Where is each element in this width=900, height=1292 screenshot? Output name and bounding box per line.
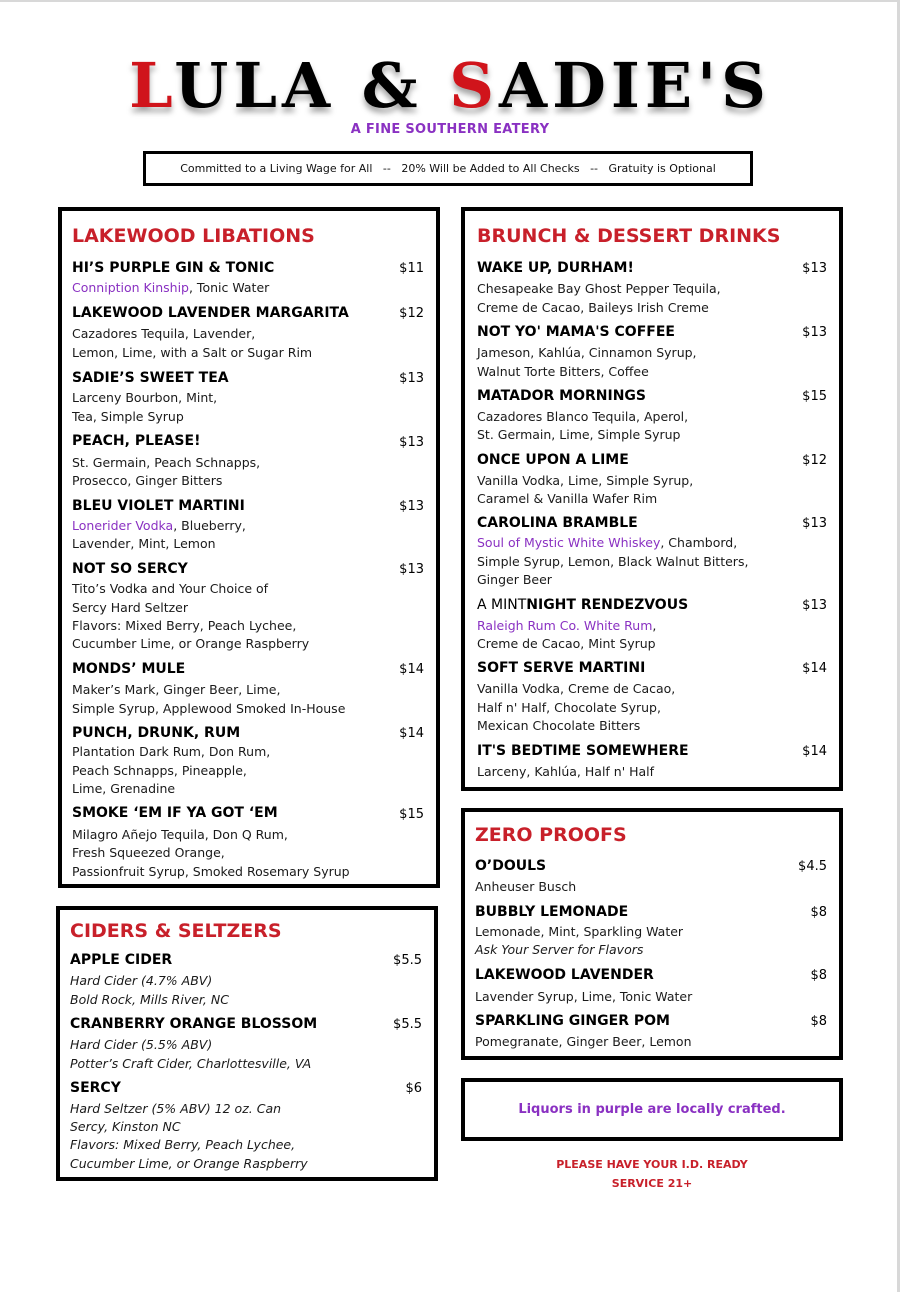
item-description: Vanilla Vodka, Lime, Simple Syrup, [477, 473, 694, 488]
item-description: Simple Syrup, Applewood Smoked In-House [72, 701, 346, 716]
item-name: SERCY [70, 1080, 121, 1096]
item-name: APPLE CIDER [70, 952, 173, 968]
title-initial-l: L [129, 49, 175, 122]
item-price: $14 [802, 661, 827, 676]
item-description: Walnut Torte Bitters, Coffee [477, 364, 649, 379]
item-name: PEACH, PLEASE! [72, 433, 201, 449]
item-description: Lemon, Lime, with a Salt or Sugar Rim [72, 345, 313, 360]
item-description: Potter’s Craft Cider, Charlottesville, VA [70, 1056, 312, 1071]
item-description [72, 280, 269, 295]
item-price: $13 [802, 598, 827, 613]
item-name: ONCE UPON A LIME [477, 452, 629, 468]
item-description: Fresh Squeezed Orange, [72, 845, 225, 860]
item-description: Hard Seltzer (5% ABV) 12 oz. Can [70, 1101, 282, 1116]
title-initial-s: S [449, 49, 499, 122]
brunch-dessert-section [461, 207, 843, 791]
item-description: Half n' Half, Chocolate Syrup, [477, 700, 661, 715]
item-name: SMOKE ‘EM IF YA GOT ‘EM [72, 805, 278, 821]
ciders-seltzers-section [56, 906, 438, 1181]
item-description: Cazadores Blanco Tequila, Aperol, [477, 409, 689, 424]
item-price: $13 [399, 499, 424, 514]
item-description: Cucumber Lime, or Orange Raspberry [72, 636, 310, 651]
item-price: $8 [810, 1014, 827, 1029]
item-price: $13 [802, 516, 827, 531]
item-description: Peach Schnapps, Pineapple, [72, 763, 247, 778]
item-name: HI’S PURPLE GIN & TONIC [72, 260, 275, 276]
item-description: Cucumber Lime, or Orange Raspberry [70, 1156, 308, 1171]
item-name-part: A MINT [477, 597, 527, 613]
item-description: Hard Cider (5.5% ABV) [70, 1037, 213, 1052]
section-title: LAKEWOOD LIBATIONS [72, 225, 315, 247]
item-price: $12 [802, 453, 827, 468]
item-description: Chesapeake Bay Ghost Pepper Tequila, [477, 281, 721, 296]
item-name: WAKE UP, DURHAM! [477, 260, 634, 276]
item-description: St. Germain, Peach Schnapps, [72, 455, 261, 470]
id-notice: PLEASE HAVE YOUR I.D. READY [556, 1158, 748, 1171]
item-name [477, 597, 688, 613]
item-description: Lavender Syrup, Lime, Tonic Water [475, 989, 693, 1004]
section-title: BRUNCH & DESSERT DRINKS [477, 225, 781, 247]
item-description: Prosecco, Ginger Bitters [72, 473, 223, 488]
local-liquor: Raleigh Rum Co. White Rum [477, 618, 653, 633]
item-description: Cazadores Tequila, Lavender, [72, 326, 256, 341]
item-price: $8 [810, 968, 827, 983]
item-price: $5.5 [393, 953, 422, 968]
section-title: ZERO PROOFS [475, 824, 627, 846]
item-description: Ask Your Server for Flavors [475, 942, 644, 957]
item-name: BUBBLY LEMONADE [475, 904, 629, 920]
item-name: LAKEWOOD LAVENDER [475, 967, 654, 983]
item-description: Bold Rock, Mills River, NC [70, 992, 229, 1007]
restaurant-title [0, 46, 900, 126]
item-price: $13 [399, 371, 424, 386]
item-price: $13 [399, 435, 424, 450]
item-description: Sercy Hard Seltzer [72, 600, 189, 615]
item-description: Pomegranate, Ginger Beer, Lemon [475, 1034, 692, 1049]
item-name-part: NIGHT RENDEZVOUS [526, 597, 689, 613]
local-liquor-note: Liquors in purple are locally crafted. [461, 1078, 843, 1141]
item-description: Larceny Bourbon, Mint, [72, 390, 218, 405]
item-price: $11 [399, 261, 424, 276]
item-price: $8 [810, 905, 827, 920]
local-liquor: Lonerider Vodka [72, 518, 174, 533]
item-price: $5.5 [393, 1017, 422, 1032]
local-liquor: Soul of Mystic White Whiskey [477, 535, 661, 550]
item-name: NOT SO SERCY [72, 561, 188, 577]
item-name: CAROLINA BRAMBLE [477, 515, 638, 531]
item-name: O’DOULS [475, 858, 547, 874]
item-description: Tea, Simple Syrup [72, 409, 184, 424]
item-name: NOT YO' MAMA'S COFFEE [477, 324, 675, 340]
item-description: Simple Syrup, Lemon, Black Walnut Bitters, [477, 554, 749, 569]
item-description: Mexican Chocolate Bitters [477, 718, 641, 733]
item-description: Caramel & Vanilla Wafer Rim [477, 491, 658, 506]
item-name: SPARKLING GINGER POM [475, 1013, 670, 1029]
item-name: CRANBERRY ORANGE BLOSSOM [70, 1016, 318, 1032]
item-price: $13 [399, 562, 424, 577]
item-price: $15 [399, 807, 424, 822]
item-name: MATADOR MORNINGS [477, 388, 646, 404]
item-description: Lime, Grenadine [72, 781, 176, 796]
item-price: $6 [405, 1081, 422, 1096]
item-description: Jameson, Kahlúa, Cinnamon Syrup, [477, 345, 697, 360]
item-description: Flavors: Mixed Berry, Peach Lychee, [72, 618, 297, 633]
item-name: PUNCH, DRUNK, RUM [72, 725, 241, 741]
page-top-border [0, 0, 900, 2]
description-text: , [652, 618, 657, 633]
item-description: Milagro Añejo Tequila, Don Q Rum, [72, 827, 288, 842]
lakewood-libations-section [58, 207, 440, 888]
item-description: Lemonade, Mint, Sparkling Water [475, 924, 684, 939]
item-description: Anheuser Busch [475, 879, 577, 894]
item-description: Flavors: Mixed Berry, Peach Lychee, [70, 1137, 296, 1152]
item-name: BLEU VIOLET MARTINI [72, 498, 245, 514]
item-price: $14 [802, 744, 827, 759]
item-description [477, 618, 656, 633]
description-text: , Chambord, [660, 535, 738, 550]
local-liquor: Conniption Kinship [72, 280, 189, 295]
item-description: Larceny, Kahlúa, Half n' Half [477, 764, 655, 779]
title-text-2: ADIE'S [499, 49, 771, 122]
item-price: $13 [802, 325, 827, 340]
section-title: CIDERS & SELTZERS [70, 920, 282, 942]
description-text: , Blueberry, [173, 518, 246, 533]
restaurant-subtitle: A FINE SOUTHERN EATERY [350, 122, 550, 137]
age-notice: SERVICE 21+ [611, 1177, 693, 1190]
item-description: Tito’s Vodka and Your Choice of [72, 581, 269, 596]
item-description [477, 535, 737, 550]
item-price: $13 [802, 261, 827, 276]
item-description: Creme de Cacao, Mint Syrup [477, 636, 656, 651]
item-name: SOFT SERVE MARTINI [477, 660, 646, 676]
item-description: Lavender, Mint, Lemon [72, 536, 216, 551]
item-name: IT'S BEDTIME SOMEWHERE [477, 743, 689, 759]
item-description: St. Germain, Lime, Simple Syrup [477, 427, 681, 442]
item-price: $14 [399, 726, 424, 741]
item-price: $4.5 [798, 859, 827, 874]
title-text-1: ULA & [174, 49, 450, 122]
wage-notice: Committed to a Living Wage for All -- 20% Will be Added to All Checks -- Gratuity is Optional [143, 151, 753, 186]
zero-proofs-section [461, 808, 843, 1060]
item-description: Plantation Dark Rum, Don Rum, [72, 744, 271, 759]
item-price: $15 [802, 389, 827, 404]
item-name: SADIE’S SWEET TEA [72, 370, 229, 386]
item-price: $14 [399, 662, 424, 677]
item-price: $12 [399, 306, 424, 321]
item-name: LAKEWOOD LAVENDER MARGARITA [72, 305, 349, 321]
item-description [72, 518, 246, 533]
item-description: Creme de Cacao, Baileys Irish Creme [477, 300, 709, 315]
item-description: Vanilla Vodka, Creme de Cacao, [477, 681, 676, 696]
item-description: Passionfruit Syrup, Smoked Rosemary Syrup [72, 864, 350, 879]
item-description: Maker’s Mark, Ginger Beer, Lime, [72, 682, 281, 697]
item-description: Sercy, Kinston NC [70, 1119, 181, 1134]
item-name: MONDS’ MULE [72, 661, 186, 677]
item-description: Ginger Beer [477, 572, 552, 587]
item-description: Hard Cider (4.7% ABV) [70, 973, 213, 988]
description-text: , Tonic Water [188, 280, 270, 295]
